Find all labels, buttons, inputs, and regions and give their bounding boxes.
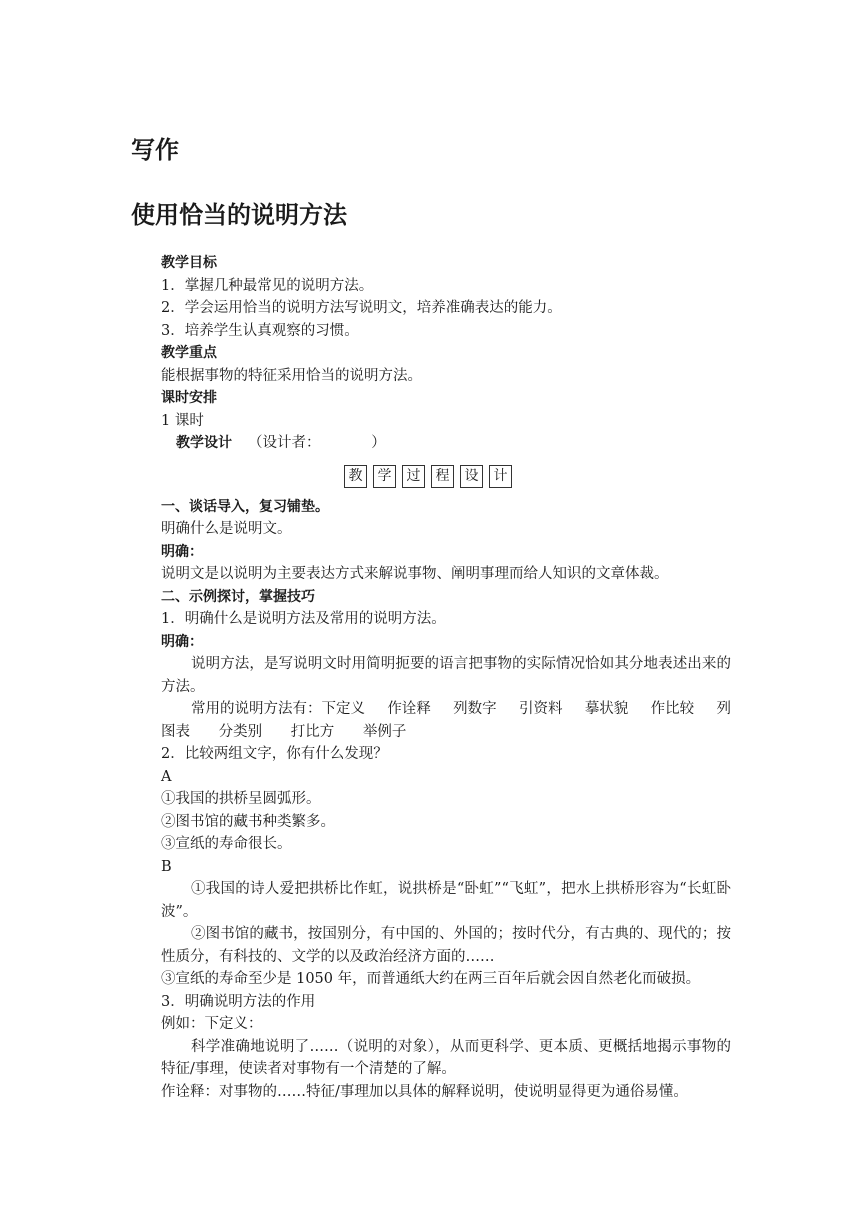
process-char: 设	[460, 465, 483, 488]
role-explanation: 作诠释：对事物的……特征/事理加以具体的解释说明，使说明显得更为通俗易懂。	[161, 1083, 688, 1100]
method-item: 列数字	[453, 701, 497, 717]
method-item: 打比方	[290, 723, 335, 740]
focus-heading: 教学重点	[161, 345, 217, 361]
clarify-label: 明确：	[161, 633, 203, 650]
goal-item: 3．培养学生认真观察的习惯。	[161, 322, 359, 339]
group-b-item: ①我国的诗人爱把拱桥比作虹，说拱桥是“卧虹”“飞虹”，把水上拱桥形容为“长虹卧波”。	[161, 881, 731, 920]
method-item: 摹状貌	[584, 701, 629, 717]
group-b-label: B	[161, 858, 172, 875]
designer-text: （设计者： ）	[248, 435, 386, 451]
document-body	[161, 252, 731, 1103]
role-definition: 科学准确地说明了……（说明的对象），从而更科学、更本质、更概括地揭示事物的特征/事理，使读者对事物有一个清楚的了解。	[161, 1038, 731, 1077]
definition-paragraph: 说明方法，是写说明文时用简明扼要的语言把事物的实际情况恰如其分地表述出来的方法。	[161, 656, 731, 695]
methods-line	[161, 698, 731, 721]
methods-intro: 常用的说明方法有：下定义	[191, 701, 365, 717]
method-item: 引资料	[518, 701, 563, 717]
design-label: 教学设计	[176, 435, 232, 451]
part2-heading: 二、示例探讨，掌握技巧	[161, 588, 315, 605]
process-char: 过	[402, 465, 425, 488]
page-title: 写作	[131, 136, 179, 164]
focus-text: 能根据事物的特征采用恰当的说明方法。	[161, 367, 422, 384]
group-a-item: ②图书馆的藏书种类繁多。	[161, 813, 335, 830]
page-subtitle: 使用恰当的说明方法	[131, 201, 347, 229]
group-a-item: ①我国的拱桥呈圆弧形。	[161, 791, 321, 807]
part2-question: 1．明确什么是说明方法及常用的说明方法。	[161, 611, 446, 627]
part1-answer: 说明文是以说明为主要表达方式来解说事物、阐明事理而给人知识的文章体裁。	[161, 566, 669, 582]
process-char: 程	[431, 465, 454, 488]
schedule-text: 1 课时	[161, 412, 204, 429]
schedule-heading: 课时安排	[161, 390, 217, 406]
group-b-item: ②图书馆的藏书，按国别分，有中国的、外国的；按时代分，有古典的、现代的；按性质分，有科技的、文学的以及政治经济方面的……	[161, 926, 731, 965]
part1-heading: 一、谈话导入，复习铺垫。	[161, 498, 329, 515]
process-char: 教	[344, 465, 367, 488]
method-item: 作诠释	[387, 701, 431, 717]
method-item: 举例子	[362, 723, 407, 740]
goals-heading: 教学目标	[161, 255, 217, 271]
process-char: 计	[489, 465, 512, 488]
process-char: 学	[373, 465, 396, 488]
group-a-item: ③宣纸的寿命很长。	[161, 836, 292, 852]
role-question: 3．明确说明方法的作用	[161, 993, 316, 1010]
methods-line-2	[161, 721, 731, 744]
group-a-label: A	[161, 768, 172, 785]
method-item: 列	[716, 701, 731, 717]
method-item: 图表	[161, 723, 190, 740]
example-label: 例如：下定义：	[161, 1016, 263, 1032]
goal-item: 1．掌握几种最常见的说明方法。	[161, 277, 374, 294]
goal-item: 2．学会运用恰当的说明方法写说明文，培养准确表达的能力。	[161, 300, 562, 316]
group-b-item: ③宣纸的寿命至少是 1050 年，而普通纸大约在两三百年后就会因自然老化而破损。	[161, 971, 701, 987]
process-title-boxes	[143, 465, 713, 488]
compare-question: 2．比较两组文字，你有什么发现？	[161, 746, 388, 762]
design-line	[176, 432, 746, 455]
method-item: 作比较	[650, 701, 695, 717]
clarify-label: 明确：	[161, 543, 203, 560]
method-item: 分类别	[218, 723, 263, 740]
part1-question: 明确什么是说明文。	[161, 521, 292, 537]
